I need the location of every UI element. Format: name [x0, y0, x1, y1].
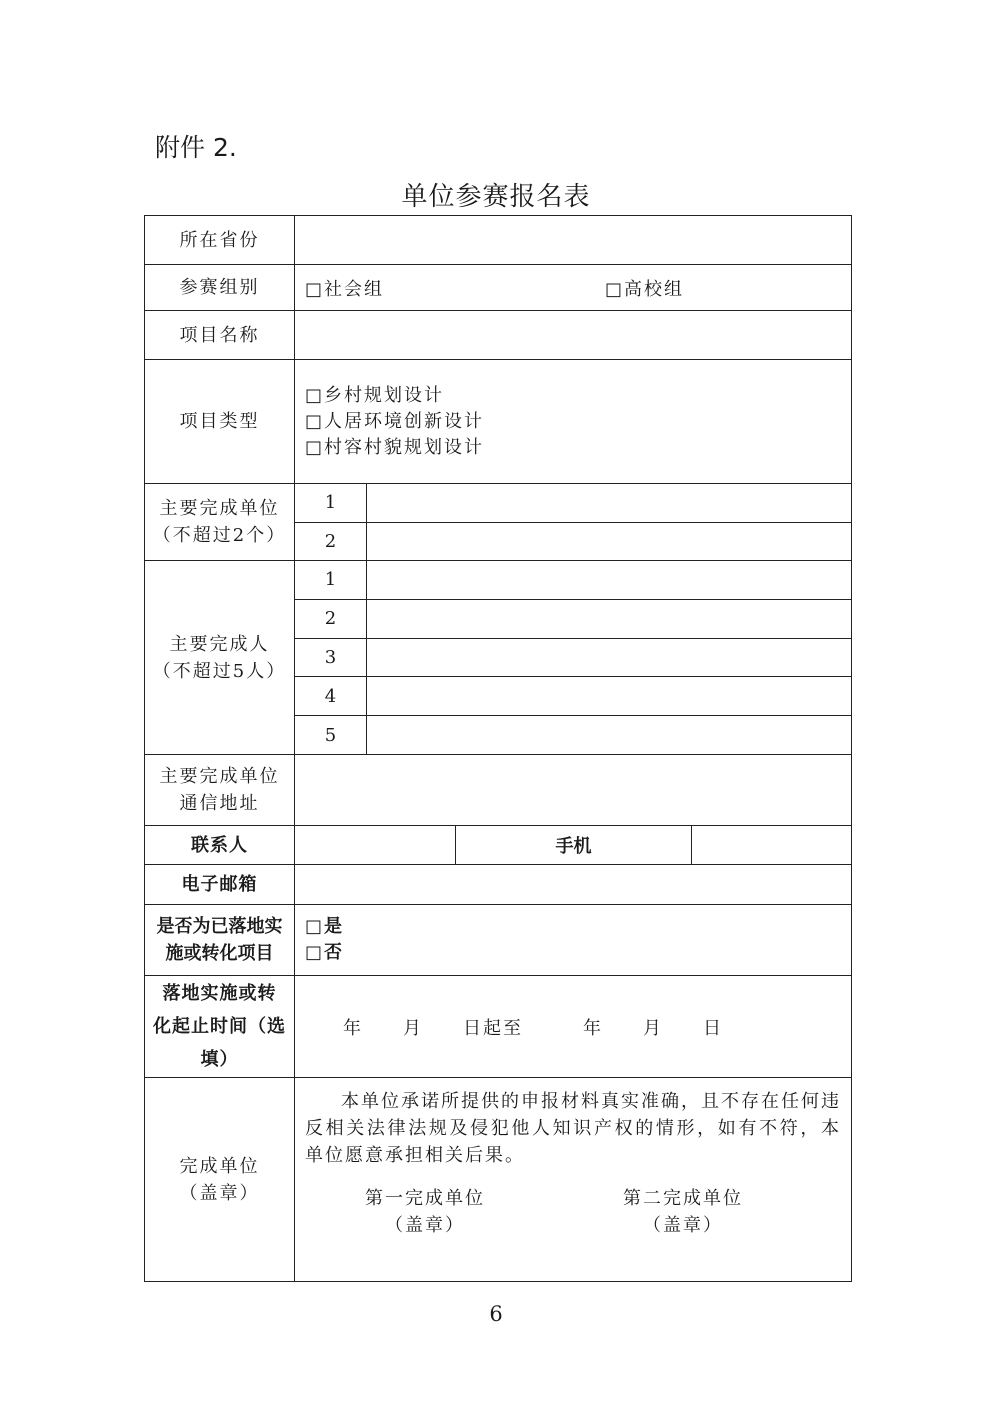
main-unit-row — [295, 522, 851, 561]
period-field[interactable] — [295, 976, 851, 1077]
group-options — [295, 265, 851, 310]
pledge-text: 本单位承诺所提供的申报材料真实准确，且不存在任何违反相关法律法规及侵犯他人知识产权的情形，如有不符，本单位愿意承担相关后果。 — [305, 1091, 841, 1166]
row-email — [145, 864, 851, 904]
date-range — [295, 1012, 851, 1042]
main-unit-field[interactable] — [367, 523, 851, 561]
main-person-row — [295, 676, 851, 715]
main-person-field[interactable] — [367, 561, 851, 599]
pledge-block — [295, 1078, 851, 1265]
first-unit-seal: 第一完成单位 （盖章） — [365, 1188, 485, 1236]
checkbox-rural-planning[interactable]: □乡村规划设计 — [305, 384, 445, 406]
contact-cells — [295, 826, 851, 864]
date-year-end: 年 — [583, 1017, 603, 1039]
checkbox-yes[interactable]: □是 — [305, 916, 345, 937]
label-project-type: 项目类型 — [145, 360, 295, 483]
province-field[interactable] — [295, 216, 851, 264]
phone-field[interactable] — [692, 826, 851, 864]
label-address: 主要完成单位 通信地址 — [145, 755, 295, 825]
main-person-field[interactable] — [367, 677, 851, 715]
label-project-name: 项目名称 — [145, 311, 295, 359]
label-contact: 联系人 — [145, 826, 295, 864]
label-implemented: 是否为已落地实 施或转化项目 — [145, 905, 295, 975]
form-title: 单位参赛报名表 — [401, 182, 591, 212]
row-address — [145, 754, 851, 825]
contact-field[interactable] — [295, 826, 456, 864]
label-period: 落地实施或转 化起止时间（选 填） — [145, 976, 295, 1077]
label-seal: 完成单位 （盖章） — [145, 1078, 295, 1281]
date-day-end: 日 — [703, 1017, 723, 1039]
date-day-start: 日起至 — [463, 1017, 523, 1039]
second-unit-seal: 第二完成单位 （盖章） — [623, 1188, 743, 1236]
label-email: 电子邮箱 — [145, 865, 295, 904]
row-contact — [145, 825, 851, 864]
row-number: 5 — [295, 716, 367, 754]
implemented-options — [295, 905, 851, 975]
main-person-row — [295, 599, 851, 638]
main-person-field[interactable] — [367, 600, 851, 638]
row-group — [145, 264, 851, 310]
email-field[interactable] — [295, 865, 851, 904]
project-name-field[interactable] — [295, 311, 851, 359]
phone-label: 手机 — [456, 826, 692, 864]
label-main-units: 主要完成单位 （不超过2个） — [145, 484, 295, 560]
page-number: 6 — [489, 1302, 503, 1326]
main-person-field[interactable] — [367, 639, 851, 677]
label-province: 所在省份 — [145, 216, 295, 264]
registration-form — [144, 215, 852, 1282]
checkbox-college-group[interactable]: □高校组 — [605, 278, 685, 300]
seal-area — [295, 1078, 851, 1281]
label-group: 参赛组别 — [145, 265, 295, 310]
row-period — [145, 975, 851, 1077]
main-unit-row — [295, 484, 851, 522]
row-seal — [145, 1077, 851, 1281]
main-unit-field[interactable] — [367, 484, 851, 522]
row-project-type — [145, 359, 851, 483]
main-person-row — [295, 715, 851, 754]
row-implemented — [145, 904, 851, 975]
main-persons-list — [295, 561, 851, 754]
checkbox-village-appearance[interactable]: □村容村貌规划设计 — [305, 436, 485, 458]
row-number: 1 — [295, 561, 367, 599]
seal-signatures — [305, 1185, 841, 1265]
row-number: 1 — [295, 484, 367, 522]
address-field[interactable] — [295, 755, 851, 825]
row-number: 2 — [295, 600, 367, 638]
row-main-units — [145, 483, 851, 560]
row-number: 4 — [295, 677, 367, 715]
checkbox-habitat-design[interactable]: □人居环境创新设计 — [305, 410, 485, 432]
row-province — [145, 216, 851, 264]
row-number: 3 — [295, 639, 367, 677]
date-month-start: 月 — [403, 1017, 423, 1039]
row-main-persons — [145, 560, 851, 754]
row-project-name — [145, 310, 851, 359]
checkbox-social-group[interactable]: □社会组 — [305, 278, 385, 300]
checkbox-no[interactable]: □否 — [305, 942, 345, 963]
date-month-end: 月 — [643, 1017, 663, 1039]
row-number: 2 — [295, 523, 367, 561]
date-year-start: 年 — [343, 1017, 363, 1039]
main-units-list — [295, 484, 851, 560]
main-person-field[interactable] — [367, 716, 851, 754]
project-type-options — [295, 360, 851, 483]
main-person-row — [295, 638, 851, 677]
main-person-row — [295, 561, 851, 599]
label-main-persons: 主要完成人 （不超过5人） — [145, 561, 295, 754]
attachment-label: 附件 2. — [155, 133, 237, 162]
